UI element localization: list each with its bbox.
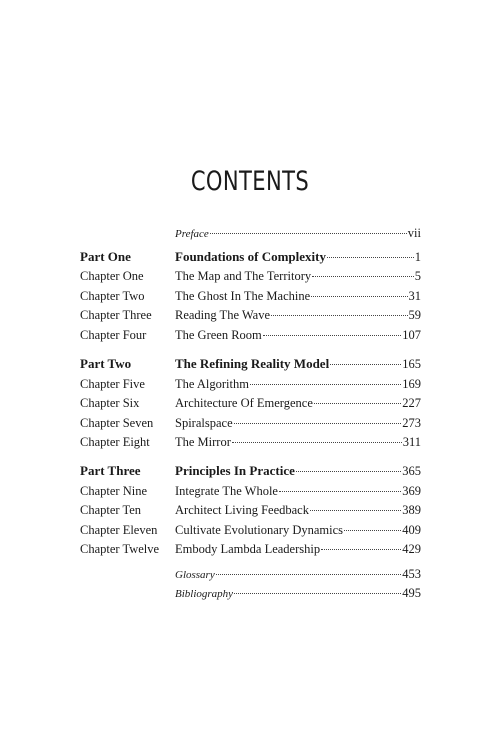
chapter-title: The Ghost In The Machine [175,289,311,303]
page-number: 1 [414,250,421,264]
toc-entry-glossary[interactable] [0,564,500,584]
dot-leader [279,491,401,492]
toc-entry-preface[interactable] [0,223,500,243]
chapter-title: The Green Room [175,328,262,342]
entry-title: Glossary [175,569,215,581]
chapter-label: Chapter Eleven [80,523,158,537]
toc-chapter-eleven[interactable] [0,520,500,540]
chapter-title: Reading The Wave [175,308,271,322]
page-title: CONTENTS [190,166,310,197]
page-number: 273 [402,416,421,430]
page-number: 5 [414,269,421,283]
dot-leader [311,296,407,297]
dot-leader [234,423,402,424]
dot-leader [310,510,401,511]
chapter-label: Chapter Two [80,289,145,303]
dot-leader [330,364,401,365]
part-title: Foundations of Complexity [175,249,326,264]
dot-leader [321,549,401,550]
page-number: 389 [402,503,421,517]
toc-chapter-two[interactable] [0,286,500,306]
dot-leader [314,403,401,404]
toc-part-one[interactable] [0,247,500,267]
chapter-label: Chapter Six [80,396,140,410]
page-number: 453 [402,567,421,581]
chapter-label: Chapter Ten [80,503,142,517]
dot-leader [344,530,401,531]
chapter-title: Architecture Of Emergence [175,396,313,410]
toc-chapter-ten[interactable] [0,500,500,520]
page-number: 311 [402,435,421,449]
toc-part-three[interactable] [0,461,500,481]
chapter-label: Chapter Eight [80,435,150,449]
part-label: Part Three [80,463,141,478]
dot-leader [312,276,414,277]
page-number: vii [407,226,421,240]
toc-chapter-six[interactable] [0,393,500,413]
chapter-title: Architect Living Feedback [175,503,309,517]
part-title: The Refining Reality Model [175,356,330,371]
chapter-title: The Algorithm [175,377,249,391]
page-number: 409 [402,523,421,537]
toc-chapter-five[interactable] [0,374,500,394]
dot-leader [327,257,414,258]
part-title: Principles In Practice [175,463,295,478]
dot-leader [250,384,401,385]
chapter-title: The Mirror [175,435,231,449]
dot-leader [271,315,407,316]
chapter-label: Chapter One [80,269,144,283]
page-number: 169 [402,377,421,391]
chapter-title: Integrate The Whole [175,484,278,498]
toc-chapter-nine[interactable] [0,481,500,501]
chapter-title: Embody Lambda Leadership [175,542,321,556]
chapter-label: Chapter Twelve [80,542,160,556]
part-label: Part Two [80,356,132,371]
toc-chapter-three[interactable] [0,305,500,325]
page-number: 59 [408,308,421,322]
toc-chapter-one[interactable] [0,266,500,286]
chapter-label: Chapter Seven [80,416,154,430]
dot-leader [234,593,401,594]
toc-chapter-eight[interactable] [0,432,500,452]
chapter-label: Chapter Three [80,308,152,322]
dot-leader [232,442,402,443]
chapter-label: Chapter Four [80,328,147,342]
toc-chapter-twelve[interactable] [0,539,500,559]
toc-entry-bibliography[interactable] [0,583,500,603]
page-number: 31 [408,289,421,303]
chapter-label: Chapter Five [80,377,145,391]
dot-leader [216,574,402,575]
entry-title: Bibliography [175,588,234,600]
toc-chapter-seven[interactable] [0,413,500,433]
chapter-title: The Map and The Territory [175,269,312,283]
page-number: 107 [402,328,421,342]
chapter-label: Chapter Nine [80,484,147,498]
part-label: Part One [80,249,131,264]
chapter-title: Cultivate Evolutionary Dynamics [175,523,344,537]
page-number: 227 [402,396,421,410]
toc-part-two[interactable] [0,354,500,374]
dot-leader [263,335,401,336]
dot-leader [210,233,407,234]
page-number: 429 [402,542,421,556]
entry-title: Preface [175,228,209,240]
page-number: 495 [402,586,421,600]
page-number: 165 [402,357,421,371]
toc-chapter-four[interactable] [0,325,500,345]
page-number: 365 [402,464,421,478]
dot-leader [296,471,401,472]
page-number: 369 [402,484,421,498]
chapter-title: Spiralspace [175,416,233,430]
